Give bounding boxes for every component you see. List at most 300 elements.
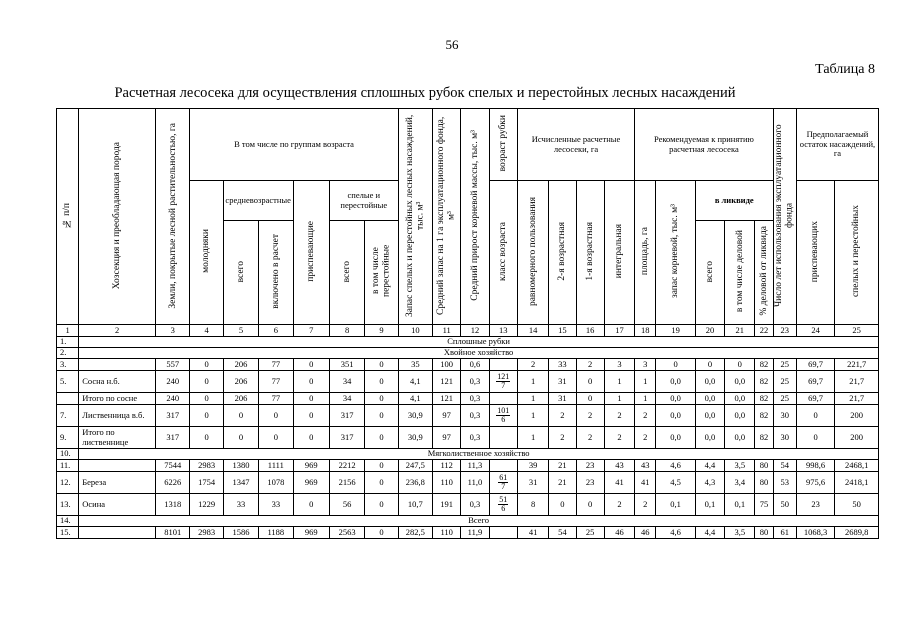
value-cell: 0 bbox=[365, 472, 398, 494]
header-cell bbox=[489, 109, 517, 181]
table-row bbox=[57, 527, 879, 539]
value-cell: 0 bbox=[293, 405, 329, 427]
value-cell: 1 bbox=[517, 405, 548, 427]
value-cell: 969 bbox=[293, 527, 329, 539]
value-cell: 46 bbox=[635, 527, 656, 539]
header-cell bbox=[156, 109, 190, 325]
value-cell: 82 bbox=[755, 427, 773, 449]
value-cell: 11,0 bbox=[461, 472, 489, 494]
row-number-cell: 1. bbox=[57, 337, 79, 348]
value-cell: 30 bbox=[773, 405, 796, 427]
value-cell: 0 bbox=[796, 405, 834, 427]
value-cell: 0,0 bbox=[656, 427, 695, 449]
value-cell: 1347 bbox=[223, 472, 258, 494]
column-number-cell: 11 bbox=[433, 325, 461, 337]
value-cell: 0 bbox=[576, 393, 604, 405]
value-cell: 61 bbox=[773, 527, 796, 539]
header-cell-text: в том числе перестойные bbox=[371, 245, 392, 298]
fraction-denominator: 6 bbox=[501, 504, 506, 513]
value-cell: 2 bbox=[604, 494, 634, 516]
value-cell: 1 bbox=[604, 371, 634, 393]
value-cell: 3,5 bbox=[725, 527, 755, 539]
header-cell bbox=[190, 181, 223, 325]
header-cell-text: всего bbox=[341, 260, 352, 283]
value-cell: 33 bbox=[223, 494, 258, 516]
value-cell: 0 bbox=[576, 371, 604, 393]
value-cell: 3,4 bbox=[725, 472, 755, 494]
header-cell bbox=[461, 109, 489, 325]
row-name-cell: Сосна н.б. bbox=[79, 371, 156, 393]
column-number-cell: 25 bbox=[835, 325, 879, 337]
header-cell bbox=[604, 181, 634, 325]
column-number-cell: 4 bbox=[190, 325, 223, 337]
value-cell: 0,0 bbox=[725, 393, 755, 405]
header-cell bbox=[695, 221, 724, 325]
header-cell bbox=[635, 181, 656, 325]
value-cell: 0 bbox=[190, 405, 223, 427]
value-cell: 191 bbox=[433, 494, 461, 516]
value-cell: 2 bbox=[576, 359, 604, 371]
age-class-fraction bbox=[498, 496, 508, 513]
column-number-cell: 19 bbox=[656, 325, 695, 337]
row-number-cell: 9. bbox=[57, 427, 79, 449]
value-cell: 4,1 bbox=[398, 393, 432, 405]
value-cell: 240 bbox=[156, 371, 190, 393]
value-cell: 0 bbox=[365, 494, 398, 516]
row-name-cell bbox=[79, 527, 156, 539]
value-cell: 0 bbox=[576, 494, 604, 516]
column-number-cell: 3 bbox=[156, 325, 190, 337]
value-cell: 0 bbox=[365, 393, 398, 405]
value-cell: 282,5 bbox=[398, 527, 432, 539]
row-number-cell: 2. bbox=[57, 348, 79, 359]
age-class-fraction bbox=[496, 373, 510, 390]
value-cell: 0 bbox=[223, 427, 258, 449]
value-cell: 0,6 bbox=[461, 359, 489, 371]
value-cell: 30 bbox=[773, 427, 796, 449]
value-cell: 21,7 bbox=[835, 371, 879, 393]
table-row bbox=[57, 359, 879, 371]
row-number-cell: 13. bbox=[57, 494, 79, 516]
value-cell: 4,6 bbox=[656, 527, 695, 539]
table-row bbox=[57, 405, 879, 427]
value-cell: 11,3 bbox=[461, 460, 489, 472]
header-cell: В том числе по группам возраста bbox=[190, 109, 398, 181]
value-cell: 0,0 bbox=[725, 405, 755, 427]
value-cell: 557 bbox=[156, 359, 190, 371]
section-row bbox=[57, 337, 879, 348]
value-cell: 4,5 bbox=[656, 472, 695, 494]
age-class-cell bbox=[489, 494, 517, 516]
header-cell bbox=[433, 109, 461, 325]
value-cell: 317 bbox=[329, 405, 364, 427]
age-class-cell bbox=[489, 472, 517, 494]
value-cell: 75 bbox=[755, 494, 773, 516]
header-cell-text: запас корневой, тыс. м³ bbox=[670, 204, 681, 299]
header-cell bbox=[755, 221, 773, 325]
row-number-cell: 7. bbox=[57, 405, 79, 427]
value-cell: 25 bbox=[773, 371, 796, 393]
fraction-numerator: 61 bbox=[499, 473, 508, 482]
value-cell: 1 bbox=[517, 371, 548, 393]
header-cell-text: Земли, покрытые лесной растительностью, га bbox=[167, 122, 178, 309]
table-header bbox=[57, 109, 879, 337]
row-number-cell: 3. bbox=[57, 359, 79, 371]
header-cell-text: Средний запас на 1 га эксплуатационного фонда, м³ bbox=[436, 116, 457, 315]
value-cell: 1188 bbox=[259, 527, 293, 539]
value-cell: 1078 bbox=[259, 472, 293, 494]
column-number-cell: 7 bbox=[293, 325, 329, 337]
column-number-row bbox=[57, 325, 879, 337]
header-cell-text: всего bbox=[704, 260, 715, 283]
value-cell: 3 bbox=[635, 359, 656, 371]
row-number-cell: 12. bbox=[57, 472, 79, 494]
row-name-cell: Итого по сосне bbox=[79, 393, 156, 405]
value-cell: 0,0 bbox=[695, 371, 724, 393]
value-cell: 80 bbox=[755, 460, 773, 472]
value-cell: 8101 bbox=[156, 527, 190, 539]
value-cell: 2 bbox=[604, 405, 634, 427]
header-cell bbox=[517, 181, 548, 325]
column-number-cell: 8 bbox=[329, 325, 364, 337]
value-cell: 2 bbox=[635, 427, 656, 449]
value-cell: 33 bbox=[259, 494, 293, 516]
header-cell-text: % деловой от ликвида bbox=[758, 226, 769, 317]
value-cell: 2 bbox=[604, 427, 634, 449]
value-cell: 31 bbox=[549, 371, 576, 393]
column-number-cell: 9 bbox=[365, 325, 398, 337]
value-cell: 0 bbox=[293, 393, 329, 405]
value-cell: 56 bbox=[329, 494, 364, 516]
value-cell: 975,6 bbox=[796, 472, 834, 494]
value-cell: 80 bbox=[755, 527, 773, 539]
value-cell: 2689,8 bbox=[835, 527, 879, 539]
value-cell: 0,0 bbox=[656, 393, 695, 405]
column-number-cell: 15 bbox=[549, 325, 576, 337]
value-cell: 3 bbox=[604, 359, 634, 371]
value-cell: 3,5 bbox=[725, 460, 755, 472]
header-cell-text: всего bbox=[235, 260, 246, 283]
value-cell: 112 bbox=[433, 460, 461, 472]
value-cell: 1229 bbox=[190, 494, 223, 516]
value-cell: 0,0 bbox=[725, 427, 755, 449]
row-number-cell: 5. bbox=[57, 371, 79, 393]
value-cell: 0,0 bbox=[695, 393, 724, 405]
column-number-cell: 13 bbox=[489, 325, 517, 337]
header-cell-text: спелых и перестойных bbox=[851, 205, 862, 298]
value-cell: 110 bbox=[433, 527, 461, 539]
value-cell: 969 bbox=[293, 460, 329, 472]
value-cell: 0,3 bbox=[461, 371, 489, 393]
value-cell: 54 bbox=[773, 460, 796, 472]
header-cell bbox=[223, 221, 258, 325]
value-cell: 82 bbox=[755, 393, 773, 405]
value-cell: 46 bbox=[604, 527, 634, 539]
column-number-cell: 22 bbox=[755, 325, 773, 337]
felling-table bbox=[56, 108, 879, 539]
value-cell: 0 bbox=[365, 371, 398, 393]
column-number-cell: 1 bbox=[57, 325, 79, 337]
column-number-cell: 10 bbox=[398, 325, 432, 337]
value-cell: 6226 bbox=[156, 472, 190, 494]
table-title: Расчетная лесосека для осуществления сплошных рубок спелых и перестойных лесных насаждений bbox=[114, 85, 736, 101]
value-cell: 2212 bbox=[329, 460, 364, 472]
header-cell-text: приспевающих bbox=[810, 220, 821, 282]
value-cell: 4,4 bbox=[695, 527, 724, 539]
value-cell: 77 bbox=[259, 371, 293, 393]
value-cell: 2418,1 bbox=[835, 472, 879, 494]
value-cell: 0,1 bbox=[695, 494, 724, 516]
age-class-cell bbox=[489, 405, 517, 427]
column-number-cell: 6 bbox=[259, 325, 293, 337]
value-cell: 317 bbox=[329, 427, 364, 449]
value-cell: 69,7 bbox=[796, 393, 834, 405]
value-cell: 0 bbox=[365, 405, 398, 427]
header-cell bbox=[293, 181, 329, 325]
value-cell: 2 bbox=[517, 359, 548, 371]
value-cell: 0 bbox=[190, 359, 223, 371]
column-number-cell: 21 bbox=[725, 325, 755, 337]
value-cell: 0 bbox=[549, 494, 576, 516]
value-cell: 0,0 bbox=[656, 405, 695, 427]
value-cell: 200 bbox=[835, 405, 879, 427]
value-cell: 34 bbox=[329, 371, 364, 393]
value-cell: 21 bbox=[549, 460, 576, 472]
value-cell: 0 bbox=[365, 527, 398, 539]
value-cell: 0 bbox=[365, 427, 398, 449]
value-cell: 0 bbox=[293, 494, 329, 516]
value-cell: 317 bbox=[156, 405, 190, 427]
age-class-cell bbox=[489, 393, 517, 405]
value-cell: 69,7 bbox=[796, 371, 834, 393]
value-cell: 0,0 bbox=[725, 371, 755, 393]
value-cell: 11,9 bbox=[461, 527, 489, 539]
value-cell: 2 bbox=[576, 405, 604, 427]
header-cell-text: возраст рубки bbox=[498, 115, 509, 172]
header-cell bbox=[549, 181, 576, 325]
value-cell: 25 bbox=[773, 393, 796, 405]
page-number: 56 bbox=[445, 37, 459, 52]
value-cell: 1 bbox=[604, 393, 634, 405]
value-cell: 236,8 bbox=[398, 472, 432, 494]
table-body bbox=[57, 337, 879, 539]
value-cell: 221,7 bbox=[835, 359, 879, 371]
value-cell: 82 bbox=[755, 359, 773, 371]
age-class-cell bbox=[489, 527, 517, 539]
age-class-cell bbox=[489, 371, 517, 393]
value-cell: 0,1 bbox=[656, 494, 695, 516]
value-cell: 50 bbox=[773, 494, 796, 516]
value-cell: 2983 bbox=[190, 527, 223, 539]
value-cell: 31 bbox=[549, 393, 576, 405]
table-row bbox=[57, 393, 879, 405]
row-number-cell: 15. bbox=[57, 527, 79, 539]
header-cell-text: молодняки bbox=[201, 229, 212, 274]
value-cell: 206 bbox=[223, 393, 258, 405]
value-cell: 2 bbox=[549, 427, 576, 449]
age-class-fraction bbox=[496, 407, 510, 424]
header-cell bbox=[259, 221, 293, 325]
section-row bbox=[57, 449, 879, 460]
value-cell: 100 bbox=[433, 359, 461, 371]
table-row bbox=[57, 494, 879, 516]
value-cell: 0 bbox=[259, 427, 293, 449]
value-cell: 1754 bbox=[190, 472, 223, 494]
value-cell: 43 bbox=[604, 460, 634, 472]
value-cell: 54 bbox=[549, 527, 576, 539]
value-cell: 1 bbox=[635, 371, 656, 393]
fraction-denominator: 7 bbox=[501, 482, 506, 491]
value-cell: 1068,3 bbox=[796, 527, 834, 539]
value-cell: 30,9 bbox=[398, 405, 432, 427]
value-cell: 7544 bbox=[156, 460, 190, 472]
row-number-cell: 14. bbox=[57, 516, 79, 527]
row-name-cell: Осина bbox=[79, 494, 156, 516]
value-cell: 351 bbox=[329, 359, 364, 371]
age-class-fraction bbox=[498, 474, 508, 491]
value-cell: 0 bbox=[293, 371, 329, 393]
header-cell bbox=[835, 181, 879, 325]
fraction-denominator: 7 bbox=[501, 381, 506, 390]
value-cell: 247,5 bbox=[398, 460, 432, 472]
column-number-cell: 12 bbox=[461, 325, 489, 337]
value-cell: 23 bbox=[796, 494, 834, 516]
header-cell bbox=[796, 181, 834, 325]
header-cell bbox=[329, 221, 364, 325]
header-cell-text: приспевающие bbox=[305, 220, 316, 282]
fraction-numerator: 121 bbox=[497, 372, 510, 381]
row-name-cell: Итого по лиственнице bbox=[79, 427, 156, 449]
value-cell: 97 bbox=[433, 405, 461, 427]
value-cell: 1 bbox=[635, 393, 656, 405]
value-cell: 1111 bbox=[259, 460, 293, 472]
fraction-numerator: 51 bbox=[499, 495, 508, 504]
value-cell: 10,7 bbox=[398, 494, 432, 516]
fraction-numerator: 101 bbox=[497, 406, 510, 415]
value-cell: 4,3 bbox=[695, 472, 724, 494]
value-cell: 2983 bbox=[190, 460, 223, 472]
value-cell: 0 bbox=[190, 371, 223, 393]
row-number-cell: 11. bbox=[57, 460, 79, 472]
value-cell: 41 bbox=[635, 472, 656, 494]
value-cell: 0 bbox=[365, 359, 398, 371]
header-cell-text: площадь, га bbox=[640, 227, 651, 276]
header-cell: в ликвиде bbox=[695, 181, 773, 221]
value-cell: 0,0 bbox=[656, 371, 695, 393]
value-cell: 35 bbox=[398, 359, 432, 371]
header-cell bbox=[656, 181, 695, 325]
header-cell: средневозрастные bbox=[223, 181, 293, 221]
value-cell: 1318 bbox=[156, 494, 190, 516]
value-cell: 0 bbox=[259, 405, 293, 427]
value-cell: 998,6 bbox=[796, 460, 834, 472]
column-number-cell: 17 bbox=[604, 325, 634, 337]
value-cell: 2468,1 bbox=[835, 460, 879, 472]
header-cell-text: 2-я возрастная bbox=[557, 222, 568, 281]
header-cell-text: Запас спелых и перестойных лесных насаждений, тыс. м³ bbox=[404, 114, 426, 317]
header-cell bbox=[57, 109, 79, 325]
row-name-cell bbox=[79, 359, 156, 371]
section-title-cell: Мягколиственное хозяйство bbox=[79, 449, 879, 460]
value-cell: 30,9 bbox=[398, 427, 432, 449]
header-cell-text: Хозсекция и преобладающая порода bbox=[111, 141, 122, 289]
value-cell: 110 bbox=[433, 472, 461, 494]
value-cell: 69,7 bbox=[796, 359, 834, 371]
column-number-cell: 18 bbox=[635, 325, 656, 337]
value-cell: 0,3 bbox=[461, 427, 489, 449]
value-cell: 25 bbox=[773, 359, 796, 371]
value-cell: 0,0 bbox=[695, 405, 724, 427]
header-cell: Рекомендуемая к принятию расчетная лесосека bbox=[635, 109, 773, 181]
row-number-cell: 10. bbox=[57, 449, 79, 460]
header-cell-text: Число лет использования эксплуатационного фонда bbox=[774, 124, 795, 307]
value-cell: 2563 bbox=[329, 527, 364, 539]
table-row bbox=[57, 427, 879, 449]
header-cell-text: интегральная bbox=[614, 224, 625, 279]
value-cell: 41 bbox=[604, 472, 634, 494]
header-cell-text: в том числе деловой bbox=[734, 230, 745, 313]
value-cell: 0 bbox=[725, 359, 755, 371]
value-cell: 4,4 bbox=[695, 460, 724, 472]
age-class-cell bbox=[489, 359, 517, 371]
header-cell bbox=[725, 221, 755, 325]
value-cell: 80 bbox=[755, 472, 773, 494]
value-cell: 23 bbox=[576, 460, 604, 472]
value-cell: 0,3 bbox=[461, 393, 489, 405]
column-number-cell: 2 bbox=[79, 325, 156, 337]
value-cell: 969 bbox=[293, 472, 329, 494]
value-cell: 0 bbox=[695, 359, 724, 371]
value-cell: 0,3 bbox=[461, 494, 489, 516]
section-row bbox=[57, 348, 879, 359]
column-number-cell: 20 bbox=[695, 325, 724, 337]
value-cell: 4,6 bbox=[656, 460, 695, 472]
value-cell: 97 bbox=[433, 427, 461, 449]
header-cell-text: № п/п bbox=[62, 202, 73, 228]
value-cell: 1380 bbox=[223, 460, 258, 472]
column-number-cell: 16 bbox=[576, 325, 604, 337]
row-name-cell: Лиственница в.б. bbox=[79, 405, 156, 427]
table-row bbox=[57, 460, 879, 472]
row-name-cell: Береза bbox=[79, 472, 156, 494]
value-cell: 0 bbox=[365, 460, 398, 472]
header-cell-text: 1-я возрастная bbox=[584, 222, 595, 281]
header-cell bbox=[398, 109, 432, 325]
value-cell: 82 bbox=[755, 405, 773, 427]
value-cell: 50 bbox=[835, 494, 879, 516]
header-cell-text: Средний прирост корневой массы, тыс. м³ bbox=[469, 129, 480, 301]
value-cell: 2 bbox=[576, 427, 604, 449]
header-cell bbox=[79, 109, 156, 325]
column-number-cell: 24 bbox=[796, 325, 834, 337]
value-cell: 0 bbox=[190, 393, 223, 405]
value-cell: 0,1 bbox=[725, 494, 755, 516]
value-cell: 1 bbox=[517, 393, 548, 405]
header-cell bbox=[489, 181, 517, 325]
column-number-cell: 23 bbox=[773, 325, 796, 337]
value-cell: 77 bbox=[259, 359, 293, 371]
value-cell: 0 bbox=[293, 427, 329, 449]
header-cell-text: равномерного пользования bbox=[527, 196, 538, 306]
value-cell: 77 bbox=[259, 393, 293, 405]
value-cell: 0 bbox=[293, 359, 329, 371]
header-cell bbox=[365, 221, 398, 325]
section-title-cell: Хвойное хозяйство bbox=[79, 348, 879, 359]
value-cell: 121 bbox=[433, 371, 461, 393]
age-class-cell bbox=[489, 427, 517, 449]
header-cell: спелые и перестойные bbox=[329, 181, 398, 221]
section-title-cell: Всего bbox=[79, 516, 879, 527]
